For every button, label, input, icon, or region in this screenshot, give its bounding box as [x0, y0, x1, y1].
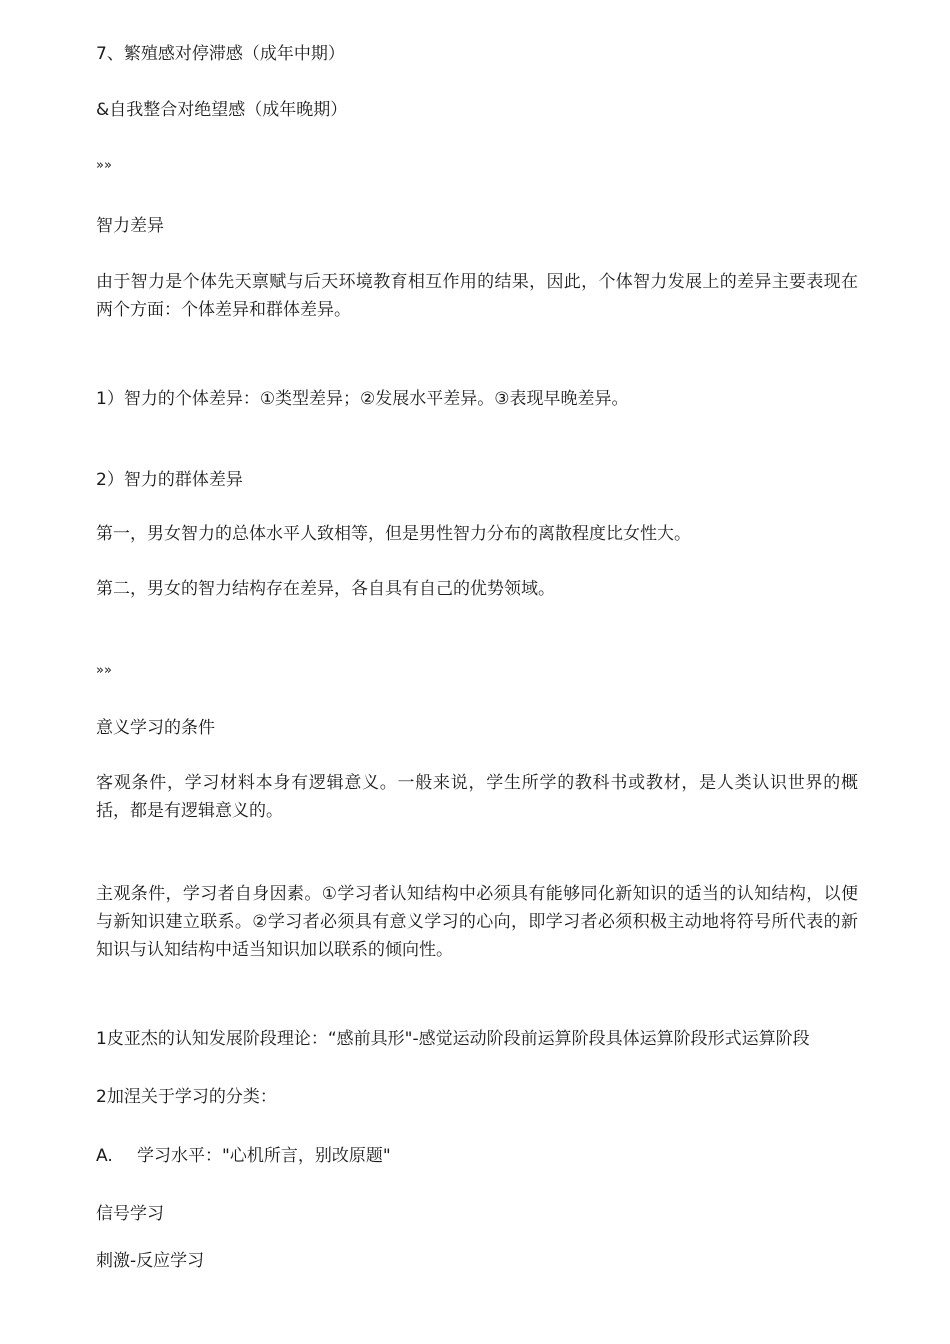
list-item-learning-levels: 学习水平："心机所言，别改原题" [137, 1146, 391, 1166]
paragraph-gagne-classification: 2加涅关于学习的分类： [96, 1087, 277, 1107]
stage-7-line: 7、繁殖感对停滞感（成年中期） [96, 44, 345, 64]
section-heading-intelligence: 智力差异 [96, 216, 164, 236]
paragraph-second-point: 第二，男女的智力结构存在差异，各自具有自己的优势领域。 [96, 579, 555, 599]
paragraph-first-point: 第一，男女智力的总体水平人致相等，但是男性智力分布的离散程度比女性大。 [96, 524, 691, 544]
section-heading-meaningful-learning: 意义学习的条件 [96, 718, 215, 738]
paragraph-subjective-conditions: 主观条件，学习者自身因素。①学习者认知结构中必须具有能够同化新知识的适当的认知结构，以便与新知识建立联系。②学习者必须具有意义学习的心向，即学习者必须积极主动地将符号所代表的新知识与认知结构中适当知识加以联系的倾向性。 [96, 884, 858, 960]
list-item-signal-learning: 信号学习 [96, 1204, 164, 1224]
section-separator: »» [96, 158, 112, 173]
paragraph-objective-conditions: 客观条件，学习材料本身有逻辑意义。一般来说，学生所学的教科书或教材，是人类认识世界的概括，都是有逻辑意义的。 [96, 773, 858, 821]
paragraph-intelligence-intro: 由于智力是个体先天禀赋与后天环境教育相互作用的结果，因此，个体智力发展上的差异主要表现在两个方面：个体差异和群体差异。 [96, 272, 858, 320]
paragraph-group-difference-heading: 2）智力的群体差异 [96, 470, 243, 490]
list-marker-a: A. [96, 1146, 113, 1166]
section-separator: »» [96, 663, 112, 678]
list-item-stimulus-response-learning: 刺激-反应学习 [96, 1251, 205, 1271]
paragraph-individual-difference: 1）智力的个体差异：①类型差异；②发展水平差异。③表现早晚差异。 [96, 389, 629, 409]
stage-8-line: &自我整合对绝望感（成年晚期） [96, 100, 348, 120]
paragraph-piaget-stages: 1皮亚杰的认知发展阶段理论：“感前具形"-感觉运动阶段前运算阶段具体运算阶段形式运算阶段 [96, 1029, 810, 1049]
